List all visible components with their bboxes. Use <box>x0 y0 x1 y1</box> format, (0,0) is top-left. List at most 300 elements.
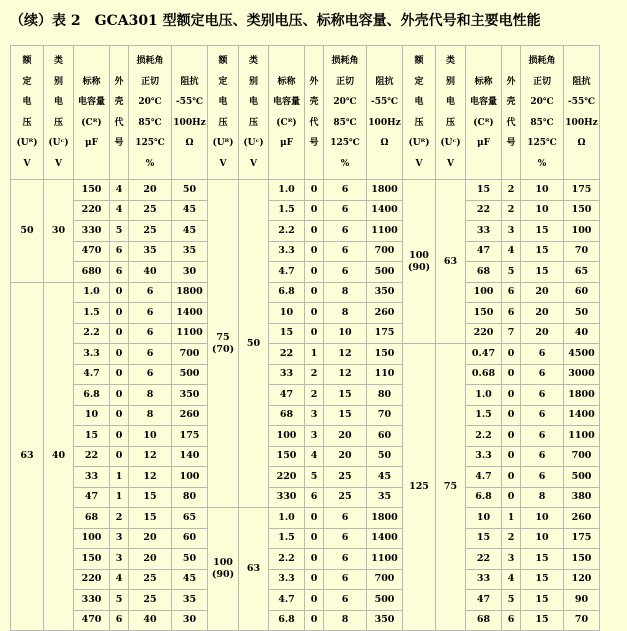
capacitance-cell: 33 <box>466 569 502 590</box>
impedance-cell: 1100 <box>564 426 600 447</box>
loss-tangent-cell: 6 <box>324 200 367 221</box>
loss-tangent-cell: 6 <box>521 446 564 467</box>
case-code-cell: 4 <box>110 200 129 221</box>
capacitance-cell: 33 <box>466 221 502 242</box>
impedance-cell: 175 <box>172 426 208 447</box>
impedance-cell: 350 <box>172 385 208 406</box>
case-code-cell: 3 <box>305 405 324 426</box>
loss-tangent-cell: 12 <box>324 364 367 385</box>
table-row <box>11 549 600 570</box>
capacitance-cell: 15 <box>74 426 110 447</box>
capacitance-cell: 6.8 <box>269 282 305 303</box>
column-header: 标称 电容量 (Cᴿ) μF <box>74 46 110 180</box>
impedance-cell: 380 <box>564 487 600 508</box>
column-header: 阻抗 -55℃ 100Hz Ω <box>564 46 600 180</box>
impedance-cell: 350 <box>367 282 403 303</box>
table-row <box>11 590 600 611</box>
table-row <box>11 508 600 529</box>
table-row <box>11 241 600 262</box>
table-row <box>11 405 600 426</box>
impedance-cell: 50 <box>367 446 403 467</box>
impedance-cell: 1400 <box>564 405 600 426</box>
loss-tangent-cell: 25 <box>129 221 172 242</box>
loss-tangent-cell: 20 <box>129 549 172 570</box>
impedance-cell: 150 <box>367 344 403 365</box>
case-code-cell: 2 <box>305 364 324 385</box>
case-code-cell: 0 <box>502 364 521 385</box>
loss-tangent-cell: 25 <box>324 467 367 488</box>
category-voltage-cell: 30 <box>44 180 74 283</box>
page-title: （续）表 2 GCA301 型额定电压、类别电压、标称电容量、外壳代号和主要电性能 <box>10 13 541 29</box>
loss-tangent-cell: 10 <box>521 508 564 529</box>
impedance-cell: 150 <box>564 200 600 221</box>
table-row <box>11 569 600 590</box>
case-code-cell: 5 <box>305 467 324 488</box>
impedance-cell: 1800 <box>367 508 403 529</box>
impedance-cell: 65 <box>172 508 208 529</box>
impedance-cell: 700 <box>172 344 208 365</box>
capacitance-cell: 33 <box>74 467 110 488</box>
loss-tangent-cell: 6 <box>521 364 564 385</box>
impedance-cell: 175 <box>564 528 600 549</box>
table-row <box>11 344 600 365</box>
column-header: 标称 电容量 (Cᴿ) μF <box>269 46 305 180</box>
loss-tangent-cell: 20 <box>129 528 172 549</box>
loss-tangent-cell: 25 <box>129 569 172 590</box>
impedance-cell: 175 <box>367 323 403 344</box>
impedance-cell: 120 <box>564 569 600 590</box>
case-code-cell: 6 <box>110 262 129 283</box>
loss-tangent-cell: 10 <box>324 323 367 344</box>
capacitance-cell: 2.2 <box>269 549 305 570</box>
table-row <box>11 200 600 221</box>
case-code-cell: 0 <box>305 528 324 549</box>
impedance-cell: 260 <box>564 508 600 529</box>
capacitance-cell: 1.5 <box>269 528 305 549</box>
loss-tangent-cell: 20 <box>521 303 564 324</box>
case-code-cell: 1 <box>110 467 129 488</box>
table-row <box>11 282 600 303</box>
loss-tangent-cell: 20 <box>324 446 367 467</box>
impedance-cell: 30 <box>172 262 208 283</box>
case-code-cell: 0 <box>502 344 521 365</box>
capacitance-cell: 47 <box>269 385 305 406</box>
loss-tangent-cell: 15 <box>521 549 564 570</box>
loss-tangent-cell: 8 <box>129 405 172 426</box>
case-code-cell: 4 <box>502 569 521 590</box>
capacitance-cell: 3.3 <box>269 241 305 262</box>
loss-tangent-cell: 6 <box>324 508 367 529</box>
impedance-cell: 90 <box>564 590 600 611</box>
case-code-cell: 0 <box>305 569 324 590</box>
loss-tangent-cell: 6 <box>324 221 367 242</box>
capacitance-cell: 22 <box>269 344 305 365</box>
case-code-cell: 5 <box>110 221 129 242</box>
column-header: 外 壳 代 号 <box>110 46 129 180</box>
capacitance-cell: 0.47 <box>466 344 502 365</box>
capacitance-cell: 10 <box>269 303 305 324</box>
impedance-cell: 1800 <box>172 282 208 303</box>
case-code-cell: 6 <box>110 241 129 262</box>
capacitance-cell: 220 <box>74 569 110 590</box>
column-header: 额 定 电 压 (Uᴿ) V <box>208 46 239 180</box>
case-code-cell: 0 <box>502 405 521 426</box>
rated-voltage-cell: 75 (70) <box>208 180 239 508</box>
loss-tangent-cell: 40 <box>129 610 172 631</box>
case-code-cell: 0 <box>305 262 324 283</box>
rated-voltage-cell: 100 (90) <box>208 508 239 631</box>
loss-tangent-cell: 20 <box>129 180 172 201</box>
case-code-cell: 0 <box>502 385 521 406</box>
impedance-cell: 100 <box>564 221 600 242</box>
loss-tangent-cell: 6 <box>129 282 172 303</box>
capacitance-cell: 4.7 <box>74 364 110 385</box>
loss-tangent-cell: 12 <box>324 344 367 365</box>
loss-tangent-cell: 6 <box>324 590 367 611</box>
table-row <box>11 221 600 242</box>
case-code-cell: 3 <box>502 549 521 570</box>
capacitance-cell: 22 <box>466 549 502 570</box>
category-voltage-cell: 40 <box>44 282 74 631</box>
case-code-cell: 0 <box>110 426 129 447</box>
capacitance-cell: 330 <box>74 221 110 242</box>
loss-tangent-cell: 10 <box>521 180 564 201</box>
impedance-cell: 80 <box>172 487 208 508</box>
loss-tangent-cell: 6 <box>324 569 367 590</box>
impedance-cell: 700 <box>367 569 403 590</box>
impedance-cell: 1400 <box>367 528 403 549</box>
capacitance-cell: 1.5 <box>269 200 305 221</box>
column-header: 外 壳 代 号 <box>305 46 324 180</box>
impedance-cell: 50 <box>564 303 600 324</box>
loss-tangent-cell: 10 <box>521 200 564 221</box>
capacitance-cell: 100 <box>74 528 110 549</box>
capacitance-cell: 2.2 <box>269 221 305 242</box>
capacitance-cell: 150 <box>466 303 502 324</box>
loss-tangent-cell: 6 <box>324 180 367 201</box>
capacitance-cell: 150 <box>74 549 110 570</box>
case-code-cell: 5 <box>502 262 521 283</box>
case-code-cell: 0 <box>305 241 324 262</box>
impedance-cell: 30 <box>172 610 208 631</box>
capacitance-cell: 220 <box>269 467 305 488</box>
loss-tangent-cell: 15 <box>324 385 367 406</box>
loss-tangent-cell: 10 <box>521 528 564 549</box>
case-code-cell: 2 <box>502 180 521 201</box>
loss-tangent-cell: 6 <box>521 467 564 488</box>
case-code-cell: 0 <box>305 221 324 242</box>
impedance-cell: 500 <box>367 262 403 283</box>
impedance-cell: 45 <box>172 569 208 590</box>
impedance-cell: 1800 <box>367 180 403 201</box>
capacitance-cell: 4.7 <box>269 590 305 611</box>
capacitance-cell: 6.8 <box>466 487 502 508</box>
case-code-cell: 0 <box>110 282 129 303</box>
impedance-cell: 50 <box>172 180 208 201</box>
capacitance-cell: 150 <box>269 446 305 467</box>
column-header: 损耗角 正切 20℃ 85℃ 125℃ % <box>129 46 172 180</box>
impedance-cell: 50 <box>172 549 208 570</box>
capacitance-cell: 15 <box>466 528 502 549</box>
capacitance-cell: 15 <box>466 180 502 201</box>
loss-tangent-cell: 6 <box>324 528 367 549</box>
case-code-cell: 0 <box>305 282 324 303</box>
loss-tangent-cell: 15 <box>521 590 564 611</box>
capacitance-cell: 470 <box>74 610 110 631</box>
impedance-cell: 1100 <box>172 323 208 344</box>
impedance-cell: 35 <box>172 241 208 262</box>
impedance-cell: 175 <box>564 180 600 201</box>
impedance-cell: 1100 <box>367 221 403 242</box>
impedance-cell: 60 <box>172 528 208 549</box>
impedance-cell: 500 <box>367 590 403 611</box>
table-row <box>11 487 600 508</box>
case-code-cell: 2 <box>305 385 324 406</box>
column-header: 外 壳 代 号 <box>502 46 521 180</box>
impedance-cell: 700 <box>367 241 403 262</box>
column-header: 类 别 电 压 (Uᶜ) V <box>239 46 269 180</box>
case-code-cell: 1 <box>502 508 521 529</box>
case-code-cell: 3 <box>502 221 521 242</box>
table-row <box>11 262 600 283</box>
case-code-cell: 0 <box>110 323 129 344</box>
impedance-cell: 350 <box>367 610 403 631</box>
capacitance-cell: 47 <box>466 590 502 611</box>
loss-tangent-cell: 15 <box>324 405 367 426</box>
capacitance-cell: 220 <box>74 200 110 221</box>
loss-tangent-cell: 15 <box>521 610 564 631</box>
column-header: 标称 电容量 (Cᴿ) μF <box>466 46 502 180</box>
capacitance-cell: 68 <box>74 508 110 529</box>
loss-tangent-cell: 8 <box>129 385 172 406</box>
table-row <box>11 385 600 406</box>
impedance-cell: 80 <box>367 385 403 406</box>
table-row <box>11 323 600 344</box>
loss-tangent-cell: 15 <box>521 569 564 590</box>
case-code-cell: 2 <box>110 508 129 529</box>
capacitance-cell: 3.3 <box>74 344 110 365</box>
table-row <box>11 446 600 467</box>
column-header: 阻抗 -55℃ 100Hz Ω <box>172 46 208 180</box>
case-code-cell: 7 <box>502 323 521 344</box>
impedance-cell: 3000 <box>564 364 600 385</box>
case-code-cell: 4 <box>305 446 324 467</box>
capacitance-cell: 15 <box>269 323 305 344</box>
impedance-cell: 45 <box>172 221 208 242</box>
impedance-cell: 40 <box>564 323 600 344</box>
capacitance-cell: 220 <box>466 323 502 344</box>
table-row <box>11 426 600 447</box>
loss-tangent-cell: 25 <box>129 200 172 221</box>
loss-tangent-cell: 6 <box>129 344 172 365</box>
table-row <box>11 528 600 549</box>
case-code-cell: 3 <box>110 528 129 549</box>
loss-tangent-cell: 40 <box>129 262 172 283</box>
rated-voltage-cell: 125 <box>403 344 436 631</box>
capacitance-cell: 1.5 <box>466 405 502 426</box>
case-code-cell: 0 <box>305 323 324 344</box>
capacitance-cell: 330 <box>74 590 110 611</box>
capacitance-cell: 1.0 <box>466 385 502 406</box>
impedance-cell: 60 <box>564 282 600 303</box>
case-code-cell: 5 <box>502 590 521 611</box>
loss-tangent-cell: 6 <box>129 323 172 344</box>
case-code-cell: 0 <box>305 508 324 529</box>
case-code-cell: 0 <box>305 590 324 611</box>
capacitance-cell: 3.3 <box>466 446 502 467</box>
case-code-cell: 0 <box>502 426 521 447</box>
loss-tangent-cell: 6 <box>129 303 172 324</box>
table-row <box>11 364 600 385</box>
table-row <box>11 467 600 488</box>
capacitance-cell: 2.2 <box>466 426 502 447</box>
case-code-cell: 2 <box>502 528 521 549</box>
loss-tangent-cell: 15 <box>521 221 564 242</box>
impedance-cell: 1400 <box>367 200 403 221</box>
capacitance-cell: 68 <box>466 262 502 283</box>
table-row <box>11 180 600 201</box>
column-header: 额 定 电 压 (Uᴿ) V <box>403 46 436 180</box>
case-code-cell: 3 <box>110 549 129 570</box>
loss-tangent-cell: 6 <box>521 385 564 406</box>
impedance-cell: 70 <box>564 610 600 631</box>
loss-tangent-cell: 15 <box>521 262 564 283</box>
impedance-cell: 1400 <box>172 303 208 324</box>
impedance-cell: 35 <box>172 590 208 611</box>
impedance-cell: 60 <box>367 426 403 447</box>
impedance-cell: 70 <box>367 405 403 426</box>
loss-tangent-cell: 8 <box>521 487 564 508</box>
case-code-cell: 0 <box>305 200 324 221</box>
case-code-cell: 0 <box>110 344 129 365</box>
category-voltage-cell: 75 <box>436 344 466 631</box>
loss-tangent-cell: 15 <box>129 487 172 508</box>
impedance-cell: 700 <box>564 446 600 467</box>
loss-tangent-cell: 12 <box>129 467 172 488</box>
capacitance-cell: 680 <box>74 262 110 283</box>
case-code-cell: 1 <box>110 487 129 508</box>
case-code-cell: 5 <box>110 590 129 611</box>
column-header: 损耗角 正切 20℃ 85℃ 125℃ % <box>521 46 564 180</box>
loss-tangent-cell: 25 <box>129 590 172 611</box>
impedance-cell: 1800 <box>564 385 600 406</box>
loss-tangent-cell: 25 <box>324 487 367 508</box>
capacitance-cell: 4.7 <box>466 467 502 488</box>
spec-table <box>10 45 600 631</box>
case-code-cell: 0 <box>305 610 324 631</box>
capacitance-cell: 1.5 <box>74 303 110 324</box>
column-header: 额 定 电 压 (Uᴿ) V <box>11 46 44 180</box>
capacitance-cell: 33 <box>269 364 305 385</box>
capacitance-cell: 470 <box>74 241 110 262</box>
loss-tangent-cell: 6 <box>521 426 564 447</box>
column-header: 类 别 电 压 (Uᶜ) V <box>44 46 74 180</box>
rated-voltage-cell: 100 (90) <box>403 180 436 344</box>
capacitance-cell: 2.2 <box>74 323 110 344</box>
case-code-cell: 6 <box>110 610 129 631</box>
impedance-cell: 140 <box>172 446 208 467</box>
case-code-cell: 0 <box>502 467 521 488</box>
impedance-cell: 45 <box>172 200 208 221</box>
loss-tangent-cell: 8 <box>324 282 367 303</box>
capacitance-cell: 330 <box>269 487 305 508</box>
column-header: 类 别 电 压 (Uᶜ) V <box>436 46 466 180</box>
case-code-cell: 0 <box>305 303 324 324</box>
capacitance-cell: 1.0 <box>269 508 305 529</box>
capacitance-cell: 47 <box>74 487 110 508</box>
loss-tangent-cell: 6 <box>521 405 564 426</box>
impedance-cell: 150 <box>564 549 600 570</box>
case-code-cell: 3 <box>305 426 324 447</box>
category-voltage-cell: 50 <box>239 180 269 508</box>
capacitance-cell: 10 <box>74 405 110 426</box>
impedance-cell: 260 <box>367 303 403 324</box>
category-voltage-cell: 63 <box>239 508 269 631</box>
case-code-cell: 2 <box>502 200 521 221</box>
case-code-cell: 0 <box>305 180 324 201</box>
impedance-cell: 35 <box>367 487 403 508</box>
impedance-cell: 70 <box>564 241 600 262</box>
case-code-cell: 0 <box>305 549 324 570</box>
capacitance-cell: 100 <box>466 282 502 303</box>
loss-tangent-cell: 6 <box>324 241 367 262</box>
case-code-cell: 0 <box>110 405 129 426</box>
impedance-cell: 260 <box>172 405 208 426</box>
capacitance-cell: 4.7 <box>269 262 305 283</box>
loss-tangent-cell: 35 <box>129 241 172 262</box>
case-code-cell: 0 <box>502 487 521 508</box>
rated-voltage-cell: 50 <box>11 180 44 283</box>
capacitance-cell: 10 <box>466 508 502 529</box>
capacitance-cell: 150 <box>74 180 110 201</box>
rated-voltage-cell: 63 <box>11 282 44 631</box>
case-code-cell: 6 <box>305 487 324 508</box>
impedance-cell: 500 <box>564 467 600 488</box>
loss-tangent-cell: 6 <box>521 344 564 365</box>
loss-tangent-cell: 20 <box>324 426 367 447</box>
impedance-cell: 500 <box>172 364 208 385</box>
capacitance-cell: 6.8 <box>269 610 305 631</box>
impedance-cell: 100 <box>172 467 208 488</box>
capacitance-cell: 22 <box>466 200 502 221</box>
case-code-cell: 6 <box>502 610 521 631</box>
loss-tangent-cell: 6 <box>324 262 367 283</box>
loss-tangent-cell: 20 <box>521 323 564 344</box>
capacitance-cell: 100 <box>269 426 305 447</box>
impedance-cell: 4500 <box>564 344 600 365</box>
impedance-cell: 65 <box>564 262 600 283</box>
case-code-cell: 0 <box>110 385 129 406</box>
capacitance-cell: 0.68 <box>466 364 502 385</box>
case-code-cell: 4 <box>110 569 129 590</box>
capacitance-cell: 68 <box>269 405 305 426</box>
loss-tangent-cell: 10 <box>129 426 172 447</box>
case-code-cell: 4 <box>110 180 129 201</box>
capacitance-cell: 3.3 <box>269 569 305 590</box>
case-code-cell: 0 <box>110 364 129 385</box>
case-code-cell: 0 <box>502 446 521 467</box>
loss-tangent-cell: 15 <box>129 508 172 529</box>
category-voltage-cell: 63 <box>436 180 466 344</box>
loss-tangent-cell: 15 <box>521 241 564 262</box>
case-code-cell: 6 <box>502 282 521 303</box>
loss-tangent-cell: 12 <box>129 446 172 467</box>
loss-tangent-cell: 6 <box>324 549 367 570</box>
table-row <box>11 610 600 631</box>
loss-tangent-cell: 8 <box>324 303 367 324</box>
case-code-cell: 1 <box>305 344 324 365</box>
capacitance-cell: 1.0 <box>74 282 110 303</box>
